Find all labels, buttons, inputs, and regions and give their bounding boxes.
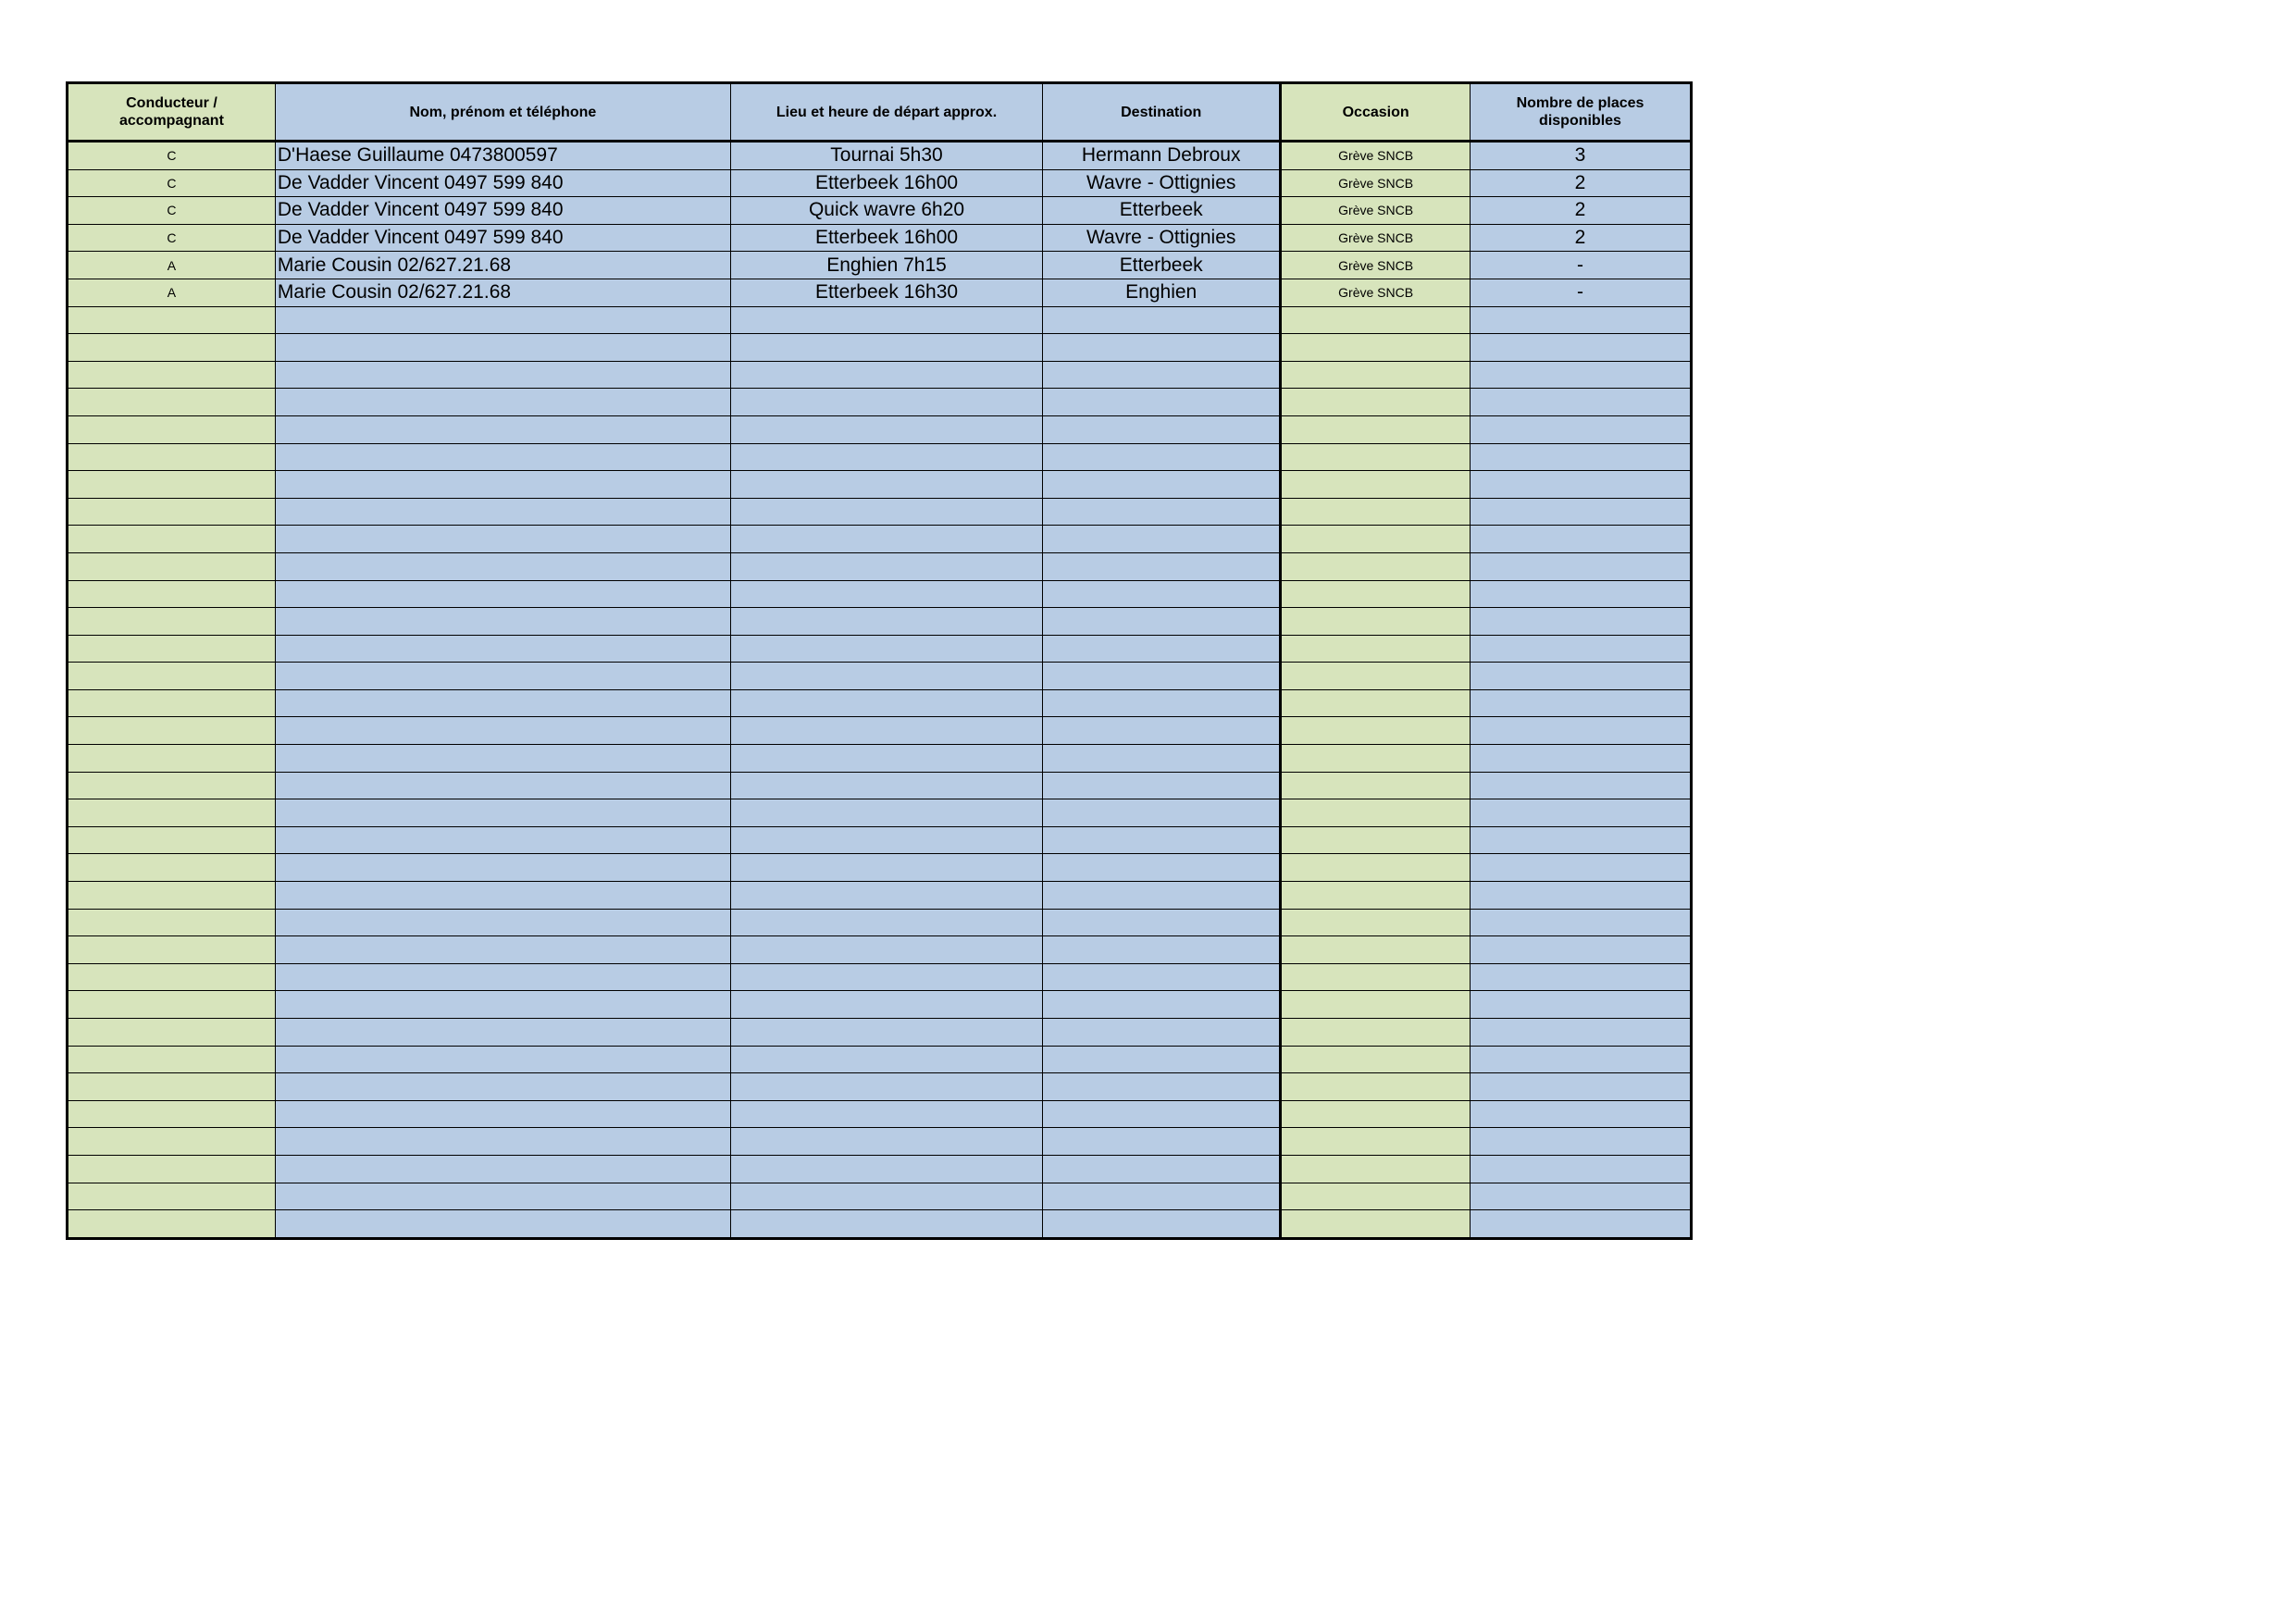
cell-places: [1471, 415, 1692, 443]
cell-occasion: [1281, 306, 1471, 334]
header-places: Nombre de places disponibles: [1471, 83, 1692, 142]
cell-name-phone: [275, 1073, 730, 1101]
table-row: [68, 963, 1692, 991]
cell-role: [68, 1100, 276, 1128]
table-row: [68, 772, 1692, 799]
cell-departure: [730, 854, 1042, 882]
cell-occasion: Grève SNCB: [1281, 142, 1471, 170]
cell-destination: [1043, 936, 1281, 964]
table-row: [68, 334, 1692, 362]
cell-destination: [1043, 443, 1281, 471]
table-row: [68, 361, 1692, 389]
cell-name-phone: [275, 306, 730, 334]
cell-departure: [730, 1019, 1042, 1047]
cell-role: [68, 1183, 276, 1210]
cell-role: [68, 799, 276, 827]
cell-occasion: Grève SNCB: [1281, 252, 1471, 279]
cell-role: A: [68, 252, 276, 279]
cell-name-phone: [275, 826, 730, 854]
cell-role: [68, 415, 276, 443]
cell-role: [68, 1046, 276, 1073]
cell-places: [1471, 526, 1692, 553]
cell-name-phone: De Vadder Vincent 0497 599 840: [275, 224, 730, 252]
cell-occasion: [1281, 526, 1471, 553]
cell-occasion: [1281, 635, 1471, 663]
table-row: [68, 1155, 1692, 1183]
cell-departure: [730, 1183, 1042, 1210]
cell-name-phone: Marie Cousin 02/627.21.68: [275, 252, 730, 279]
cell-name-phone: De Vadder Vincent 0497 599 840: [275, 197, 730, 225]
cell-departure: [730, 498, 1042, 526]
cell-places: [1471, 909, 1692, 936]
table-row: [68, 882, 1692, 910]
cell-occasion: [1281, 552, 1471, 580]
cell-departure: [730, 717, 1042, 745]
cell-destination: Enghien: [1043, 279, 1281, 306]
cell-departure: [730, 909, 1042, 936]
cell-occasion: Grève SNCB: [1281, 279, 1471, 306]
cell-occasion: [1281, 826, 1471, 854]
cell-name-phone: [275, 854, 730, 882]
cell-places: [1471, 936, 1692, 964]
cell-destination: [1043, 663, 1281, 690]
table-row: [68, 689, 1692, 717]
cell-role: [68, 1128, 276, 1156]
table-row: [68, 389, 1692, 416]
cell-destination: [1043, 963, 1281, 991]
cell-places: -: [1471, 279, 1692, 306]
cell-name-phone: [275, 361, 730, 389]
cell-role: [68, 1155, 276, 1183]
cell-name-phone: [275, 963, 730, 991]
cell-role: C: [68, 197, 276, 225]
table-row: [68, 635, 1692, 663]
cell-name-phone: [275, 1155, 730, 1183]
cell-occasion: [1281, 1100, 1471, 1128]
cell-name-phone: [275, 389, 730, 416]
cell-departure: [730, 745, 1042, 773]
cell-role: [68, 471, 276, 499]
cell-role: [68, 936, 276, 964]
cell-role: [68, 498, 276, 526]
cell-destination: Hermann Debroux: [1043, 142, 1281, 170]
cell-places: [1471, 826, 1692, 854]
table-row: [68, 936, 1692, 964]
cell-departure: [730, 580, 1042, 608]
carpool-table: [66, 81, 1693, 1240]
cell-departure: [730, 471, 1042, 499]
cell-name-phone: [275, 1019, 730, 1047]
cell-places: [1471, 1046, 1692, 1073]
cell-occasion: [1281, 854, 1471, 882]
table-row: [68, 580, 1692, 608]
cell-occasion: Grève SNCB: [1281, 169, 1471, 197]
cell-occasion: [1281, 936, 1471, 964]
cell-role: [68, 772, 276, 799]
table-row: [68, 1073, 1692, 1101]
cell-departure: [730, 334, 1042, 362]
cell-name-phone: [275, 882, 730, 910]
table-row: [68, 197, 1692, 225]
table-row: [68, 1019, 1692, 1047]
cell-name-phone: [275, 909, 730, 936]
cell-role: [68, 526, 276, 553]
cell-destination: Wavre - Ottignies: [1043, 169, 1281, 197]
cell-departure: [730, 799, 1042, 827]
cell-destination: [1043, 854, 1281, 882]
cell-role: C: [68, 224, 276, 252]
cell-name-phone: [275, 471, 730, 499]
table-row: [68, 142, 1692, 170]
table-row: [68, 306, 1692, 334]
cell-departure: Etterbeek 16h00: [730, 169, 1042, 197]
table-row: [68, 717, 1692, 745]
cell-destination: [1043, 389, 1281, 416]
cell-name-phone: [275, 1128, 730, 1156]
cell-departure: [730, 635, 1042, 663]
cell-occasion: [1281, 1155, 1471, 1183]
cell-departure: [730, 361, 1042, 389]
cell-places: [1471, 306, 1692, 334]
cell-role: [68, 1210, 276, 1239]
cell-places: [1471, 608, 1692, 636]
cell-departure: Etterbeek 16h30: [730, 279, 1042, 306]
cell-name-phone: [275, 443, 730, 471]
cell-places: [1471, 1155, 1692, 1183]
cell-name-phone: [275, 689, 730, 717]
header-destination: Destination: [1043, 83, 1281, 142]
cell-departure: [730, 991, 1042, 1019]
cell-departure: Tournai 5h30: [730, 142, 1042, 170]
cell-occasion: [1281, 689, 1471, 717]
cell-role: [68, 963, 276, 991]
cell-occasion: [1281, 799, 1471, 827]
cell-name-phone: [275, 745, 730, 773]
cell-role: [68, 361, 276, 389]
table-row: [68, 1183, 1692, 1210]
cell-destination: [1043, 1046, 1281, 1073]
cell-destination: [1043, 306, 1281, 334]
cell-places: [1471, 552, 1692, 580]
table-row: [68, 745, 1692, 773]
cell-occasion: [1281, 361, 1471, 389]
cell-destination: [1043, 826, 1281, 854]
cell-role: [68, 334, 276, 362]
cell-role: [68, 991, 276, 1019]
cell-destination: Wavre - Ottignies: [1043, 224, 1281, 252]
table-row: [68, 279, 1692, 306]
cell-destination: [1043, 1019, 1281, 1047]
cell-places: [1471, 389, 1692, 416]
table-row: [68, 169, 1692, 197]
cell-occasion: [1281, 415, 1471, 443]
table-row: [68, 498, 1692, 526]
cell-places: [1471, 1210, 1692, 1239]
cell-destination: [1043, 1100, 1281, 1128]
header-occasion: Occasion: [1281, 83, 1471, 142]
cell-departure: [730, 1155, 1042, 1183]
table-row: [68, 1128, 1692, 1156]
cell-destination: [1043, 361, 1281, 389]
cell-role: [68, 745, 276, 773]
cell-occasion: [1281, 443, 1471, 471]
cell-destination: [1043, 635, 1281, 663]
cell-name-phone: D'Haese Guillaume 0473800597: [275, 142, 730, 170]
cell-occasion: [1281, 717, 1471, 745]
cell-departure: [730, 415, 1042, 443]
cell-name-phone: [275, 498, 730, 526]
cell-role: [68, 717, 276, 745]
table-row: [68, 1046, 1692, 1073]
cell-name-phone: [275, 580, 730, 608]
table-row: [68, 552, 1692, 580]
table-row: [68, 252, 1692, 279]
cell-destination: [1043, 1128, 1281, 1156]
cell-places: [1471, 1128, 1692, 1156]
cell-places: [1471, 1019, 1692, 1047]
cell-places: 2: [1471, 197, 1692, 225]
cell-places: [1471, 498, 1692, 526]
cell-destination: [1043, 1155, 1281, 1183]
cell-places: [1471, 635, 1692, 663]
cell-places: [1471, 772, 1692, 799]
cell-role: [68, 689, 276, 717]
cell-destination: [1043, 717, 1281, 745]
cell-occasion: [1281, 1183, 1471, 1210]
cell-name-phone: [275, 772, 730, 799]
cell-departure: [730, 1073, 1042, 1101]
cell-destination: [1043, 334, 1281, 362]
cell-departure: [730, 608, 1042, 636]
cell-name-phone: Marie Cousin 02/627.21.68: [275, 279, 730, 306]
cell-destination: [1043, 552, 1281, 580]
cell-destination: Etterbeek: [1043, 252, 1281, 279]
cell-occasion: Grève SNCB: [1281, 224, 1471, 252]
header-role: Conducteur / accompagnant: [68, 83, 276, 142]
cell-places: [1471, 717, 1692, 745]
cell-places: [1471, 334, 1692, 362]
cell-departure: [730, 826, 1042, 854]
cell-departure: [730, 689, 1042, 717]
cell-departure: [730, 443, 1042, 471]
cell-departure: [730, 1046, 1042, 1073]
table-row: [68, 909, 1692, 936]
cell-name-phone: [275, 1210, 730, 1239]
cell-name-phone: [275, 1183, 730, 1210]
cell-occasion: [1281, 334, 1471, 362]
cell-role: [68, 552, 276, 580]
cell-destination: [1043, 991, 1281, 1019]
cell-name-phone: [275, 635, 730, 663]
cell-role: C: [68, 142, 276, 170]
cell-role: [68, 663, 276, 690]
cell-occasion: [1281, 745, 1471, 773]
cell-destination: [1043, 882, 1281, 910]
cell-name-phone: [275, 991, 730, 1019]
cell-departure: Quick wavre 6h20: [730, 197, 1042, 225]
cell-occasion: [1281, 909, 1471, 936]
cell-role: [68, 608, 276, 636]
cell-departure: [730, 389, 1042, 416]
cell-destination: [1043, 799, 1281, 827]
cell-destination: [1043, 415, 1281, 443]
cell-departure: [730, 963, 1042, 991]
table-row: [68, 854, 1692, 882]
cell-destination: [1043, 1183, 1281, 1210]
cell-role: [68, 580, 276, 608]
cell-places: [1471, 1183, 1692, 1210]
cell-destination: [1043, 772, 1281, 799]
table-row: [68, 443, 1692, 471]
cell-occasion: [1281, 1046, 1471, 1073]
cell-occasion: [1281, 580, 1471, 608]
header-row: [68, 83, 1692, 142]
cell-places: 2: [1471, 169, 1692, 197]
cell-occasion: [1281, 772, 1471, 799]
cell-places: [1471, 799, 1692, 827]
cell-name-phone: [275, 717, 730, 745]
cell-occasion: [1281, 963, 1471, 991]
table-row: [68, 826, 1692, 854]
cell-role: [68, 635, 276, 663]
cell-places: 3: [1471, 142, 1692, 170]
table-row: [68, 608, 1692, 636]
table-row: [68, 1100, 1692, 1128]
cell-name-phone: [275, 608, 730, 636]
cell-places: [1471, 443, 1692, 471]
cell-name-phone: [275, 799, 730, 827]
table-row: [68, 471, 1692, 499]
cell-name-phone: [275, 1046, 730, 1073]
cell-places: [1471, 991, 1692, 1019]
cell-role: C: [68, 169, 276, 197]
cell-name-phone: [275, 663, 730, 690]
cell-departure: Etterbeek 16h00: [730, 224, 1042, 252]
cell-places: [1471, 882, 1692, 910]
cell-places: [1471, 1100, 1692, 1128]
table-row: [68, 1210, 1692, 1239]
cell-places: [1471, 854, 1692, 882]
cell-departure: [730, 552, 1042, 580]
cell-role: [68, 1073, 276, 1101]
cell-role: [68, 909, 276, 936]
cell-departure: [730, 1100, 1042, 1128]
cell-destination: [1043, 498, 1281, 526]
table-row: [68, 224, 1692, 252]
cell-occasion: [1281, 498, 1471, 526]
cell-occasion: [1281, 471, 1471, 499]
cell-destination: Etterbeek: [1043, 197, 1281, 225]
cell-role: [68, 1019, 276, 1047]
cell-departure: [730, 306, 1042, 334]
table-row: [68, 663, 1692, 690]
cell-departure: [730, 663, 1042, 690]
cell-occasion: [1281, 1019, 1471, 1047]
cell-departure: [730, 936, 1042, 964]
cell-places: -: [1471, 252, 1692, 279]
cell-name-phone: [275, 334, 730, 362]
cell-occasion: [1281, 991, 1471, 1019]
cell-places: [1471, 745, 1692, 773]
cell-destination: [1043, 1073, 1281, 1101]
cell-departure: Enghien 7h15: [730, 252, 1042, 279]
cell-role: [68, 826, 276, 854]
cell-places: [1471, 689, 1692, 717]
cell-departure: [730, 882, 1042, 910]
cell-occasion: [1281, 1128, 1471, 1156]
cell-destination: [1043, 689, 1281, 717]
cell-places: 2: [1471, 224, 1692, 252]
cell-name-phone: [275, 526, 730, 553]
header-name-phone: Nom, prénom et téléphone: [275, 83, 730, 142]
cell-destination: [1043, 909, 1281, 936]
table-row: [68, 799, 1692, 827]
cell-departure: [730, 772, 1042, 799]
cell-occasion: [1281, 1073, 1471, 1101]
cell-destination: [1043, 580, 1281, 608]
cell-role: [68, 306, 276, 334]
cell-destination: [1043, 526, 1281, 553]
cell-places: [1471, 361, 1692, 389]
cell-role: [68, 389, 276, 416]
cell-departure: [730, 1210, 1042, 1239]
cell-occasion: [1281, 608, 1471, 636]
cell-role: A: [68, 279, 276, 306]
cell-destination: [1043, 608, 1281, 636]
cell-destination: [1043, 745, 1281, 773]
cell-name-phone: [275, 552, 730, 580]
cell-places: [1471, 963, 1692, 991]
cell-occasion: [1281, 882, 1471, 910]
table-row: [68, 526, 1692, 553]
cell-departure: [730, 1128, 1042, 1156]
cell-occasion: [1281, 389, 1471, 416]
cell-places: [1471, 580, 1692, 608]
cell-name-phone: [275, 936, 730, 964]
cell-occasion: [1281, 663, 1471, 690]
cell-occasion: Grève SNCB: [1281, 197, 1471, 225]
cell-places: [1471, 663, 1692, 690]
cell-role: [68, 882, 276, 910]
cell-destination: [1043, 471, 1281, 499]
cell-places: [1471, 471, 1692, 499]
cell-places: [1471, 1073, 1692, 1101]
table-row: [68, 991, 1692, 1019]
cell-name-phone: [275, 1100, 730, 1128]
cell-departure: [730, 526, 1042, 553]
cell-occasion: [1281, 1210, 1471, 1239]
header-departure: Lieu et heure de départ approx.: [730, 83, 1042, 142]
cell-name-phone: De Vadder Vincent 0497 599 840: [275, 169, 730, 197]
cell-destination: [1043, 1210, 1281, 1239]
cell-name-phone: [275, 415, 730, 443]
table-row: [68, 415, 1692, 443]
cell-role: [68, 854, 276, 882]
table-body: [68, 142, 1692, 1239]
cell-role: [68, 443, 276, 471]
